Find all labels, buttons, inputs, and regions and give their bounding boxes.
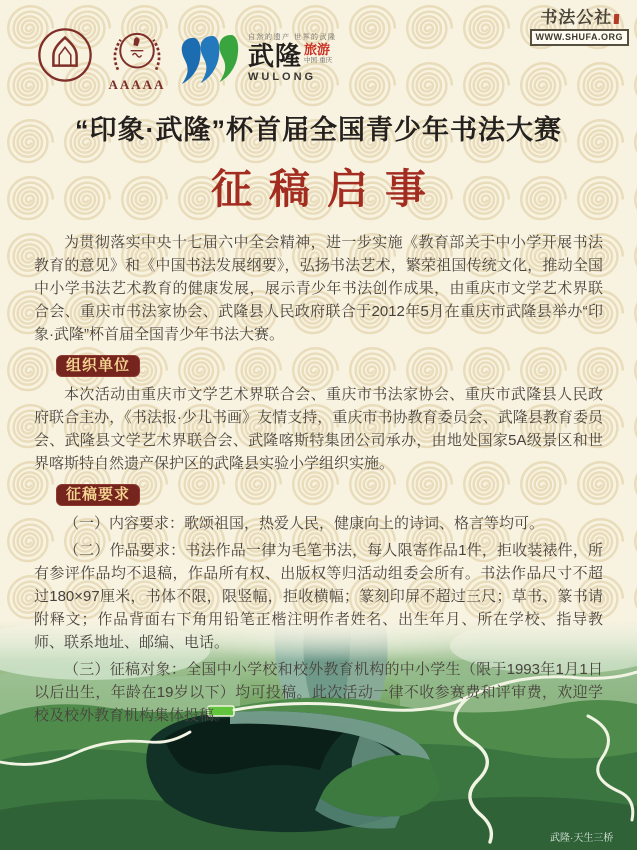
requirement-item: （一）内容要求：歌颂祖国，热爱人民，健康向上的诗词、格言等均可。: [64, 515, 545, 532]
announcement-body: [0, 215, 637, 727]
wulong-name: 武隆: [248, 40, 303, 71]
requirement-item: （三）征稿对象：全国中小学校和校外教育机构的中小学生（限于1993年1月1日以后出生，年龄在19岁以下）均可投稿。此次活动一律不收参赛费和评审费，欢迎学校及校外教育机构集体投稿。: [34, 661, 603, 724]
red-seal-icon: [613, 14, 619, 24]
scenic-grade-label: AAAAA: [108, 77, 166, 92]
intro-paragraph: 为贯彻落实中央十七届六中全会精神，进一步实施《教育部关于中小学开展书法教育的意见》和《中国书法发展纲要》，弘扬书法艺术，繁荣祖国传统文化，推动全国中小学书法艺术教育的健康发展，展示青少年书法创作成果，由重庆市文学艺术界联合会、重庆市书法家协会、武隆县人民政府联合于2012年5月在重庆市武隆县举办“印象·武隆”杯首届全国青少年书法大赛。: [34, 234, 603, 343]
badge-organizers: 组织单位: [56, 355, 140, 377]
page-subtitle: 征稿启事: [211, 166, 443, 212]
wulong-tagline: 自然的遗产 世界的武隆: [248, 34, 337, 41]
header-logo-row: [0, 0, 637, 96]
organizers-paragraph: 本次活动由重庆市文学艺术界联合会、重庆市书法家协会、重庆市武隆县人民政府联合主办，《书法报·少儿书画》友情支持，重庆市书协教育委员会、武隆县教育委员会、武隆县文学艺术界联合会、武隆喀斯特集团公司承办，由地处国家5A级景区和世界喀斯特自然遗产保护区的武隆县实验小学组织实施。: [34, 386, 603, 472]
watermark-site-name: 书法公社: [539, 8, 613, 27]
wulong-region: 中国·重庆: [304, 56, 333, 64]
wulong-waves-icon: [180, 34, 242, 87]
world-heritage-emblem-icon: [36, 26, 94, 84]
watermark-url: WWW.SHUFA.ORG: [530, 29, 630, 46]
requirement-item: （二）作品要求：书法作品一律为毛笔书法，每人限寄作品1件，拒收装裱件，所有参评作品均不退稿，作品所有权、出版权等归活动组委会所有。书法作品尺寸不超过180×97厘米，书体不限，限竖幅，拒收横幅；篆刻印屏不超过三尺；草书、篆书请附释文；作品背面右下角用铅笔正楷注明作者姓名、出生年月、所在学校、指导教师、联系地址、邮编、电话。: [34, 542, 603, 651]
aaaaa-scenic-area-emblem-icon: [108, 28, 166, 77]
page-title: “印象·武隆”杯首届全国青少年书法大赛: [75, 115, 562, 145]
badge-requirements: 征稿要求: [56, 484, 140, 506]
wulong-type: 旅游: [304, 41, 331, 57]
photo-caption: 武隆·天生三桥: [550, 833, 614, 844]
wulong-english: WULONG: [248, 70, 317, 83]
wulong-tourism-logo: [180, 34, 336, 87]
shufa-watermark: [530, 8, 630, 46]
